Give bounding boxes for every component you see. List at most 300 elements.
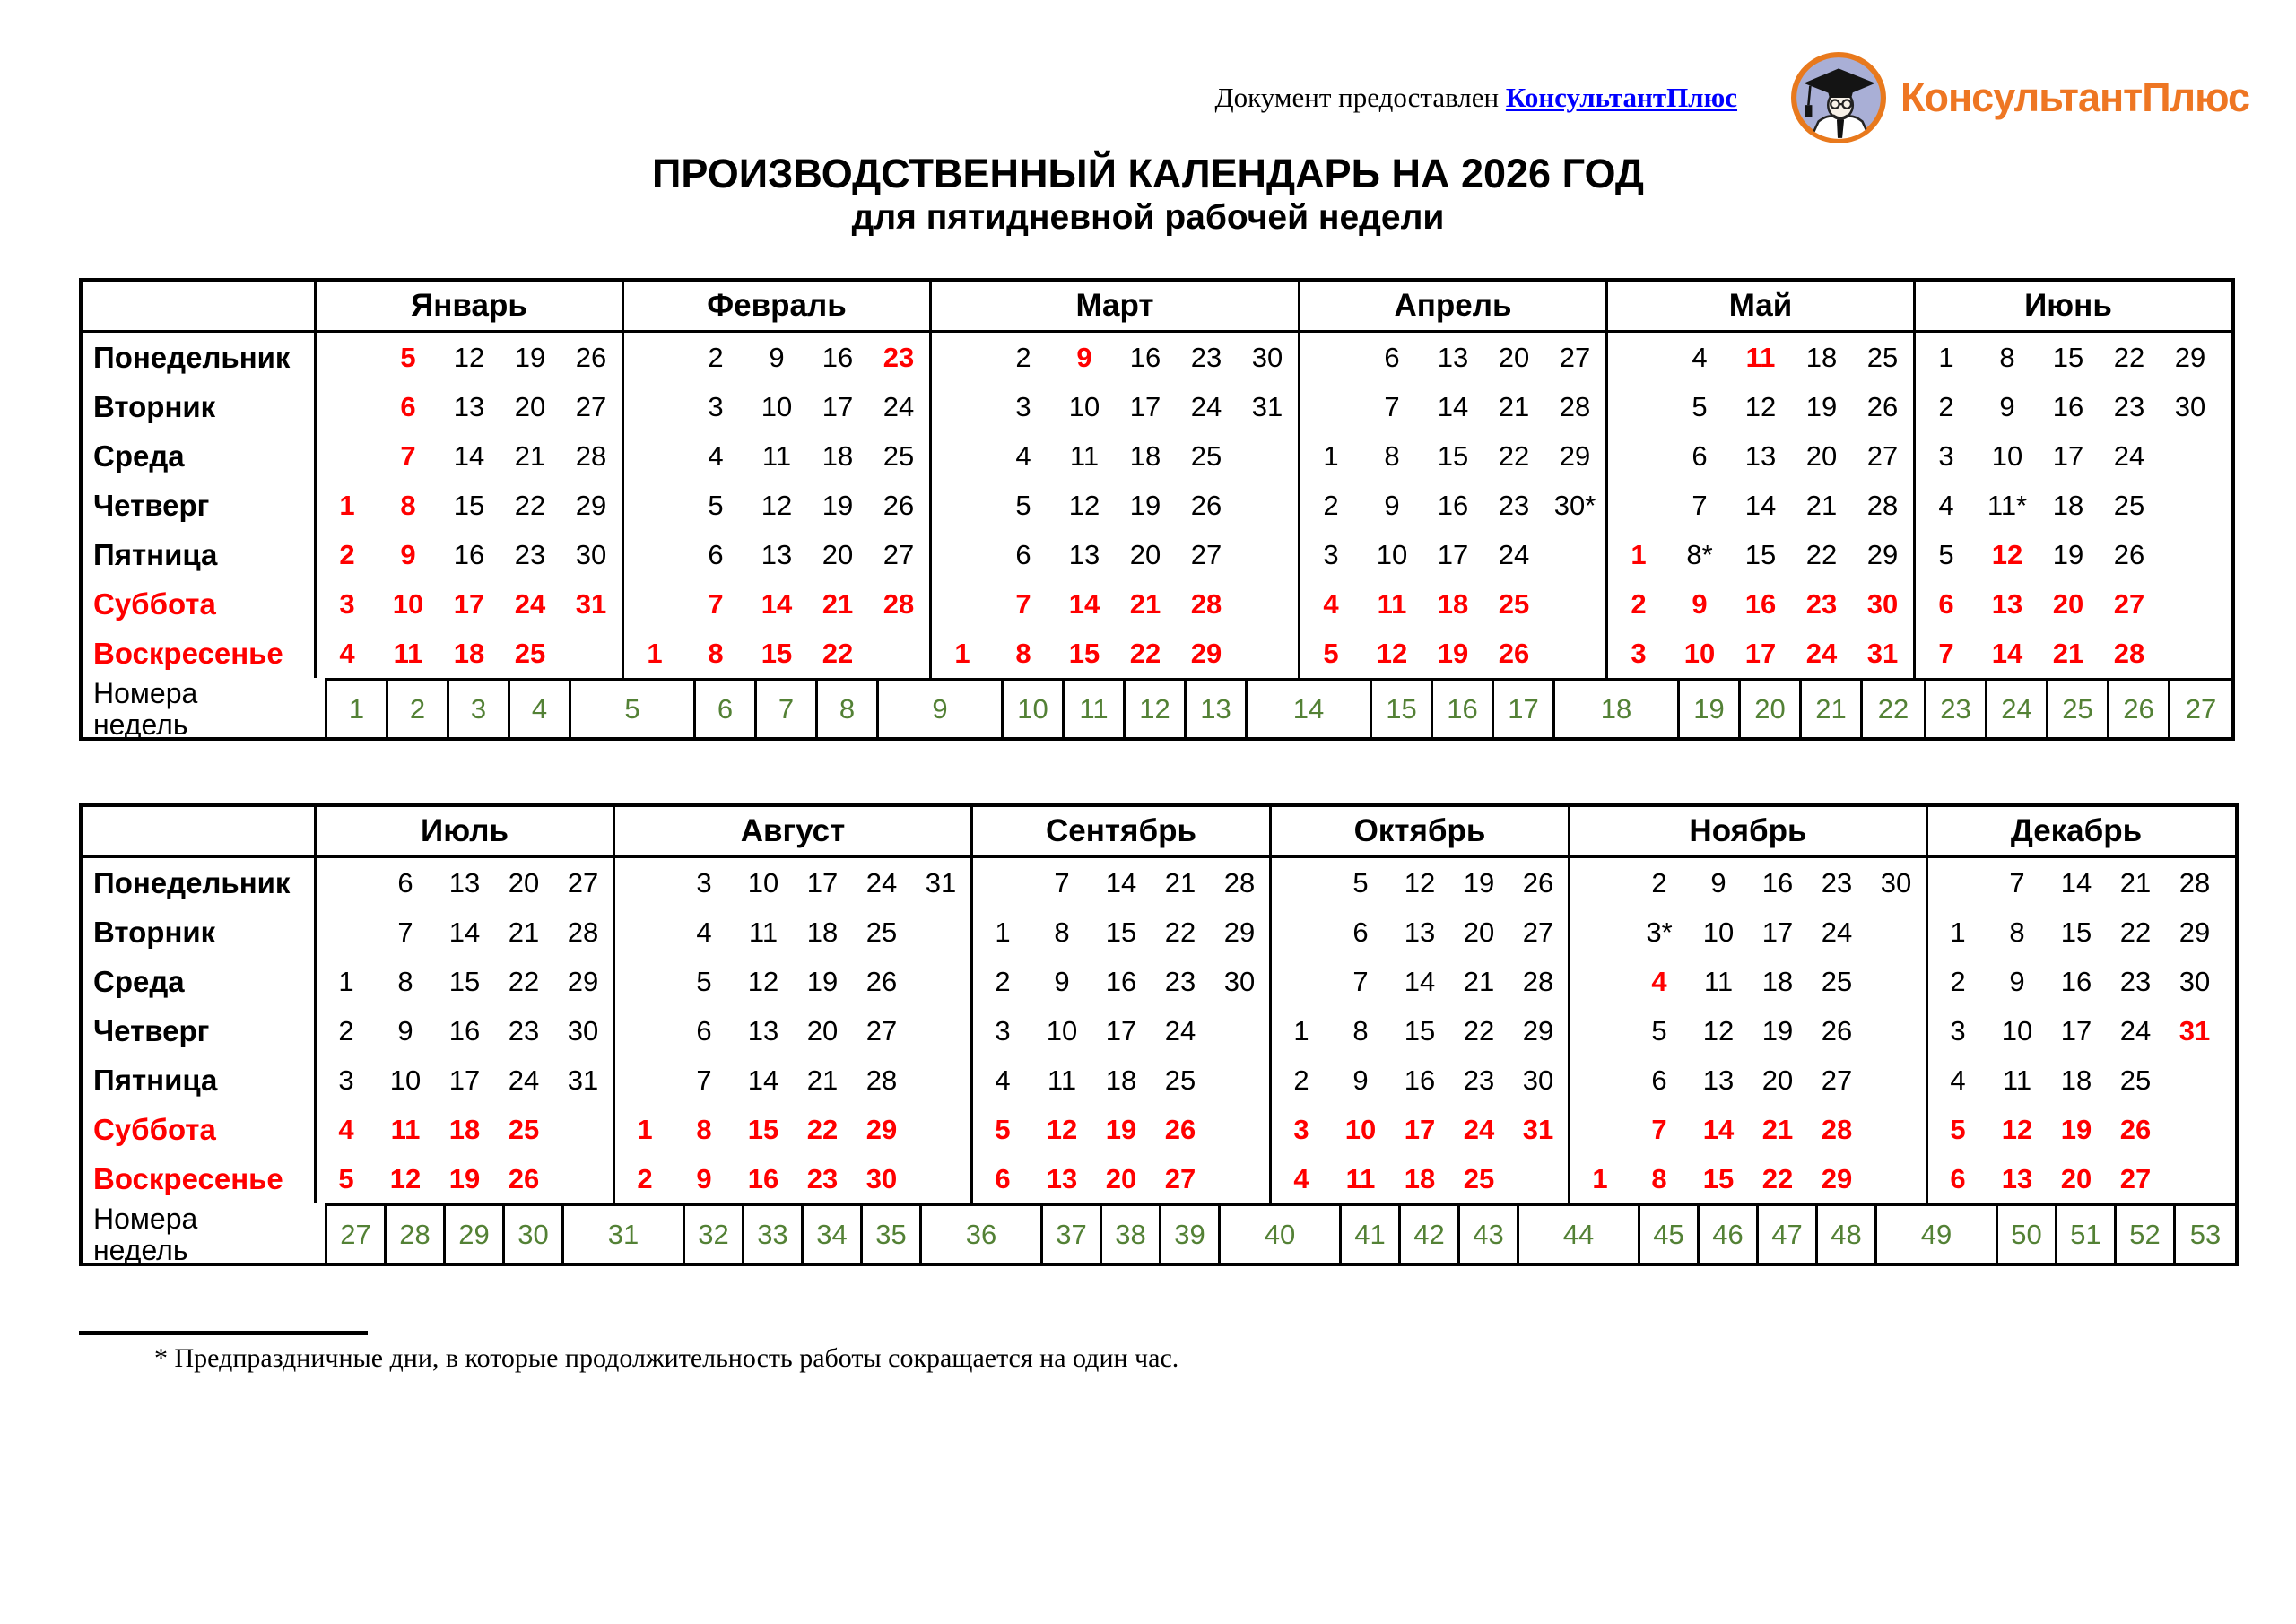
day-cell: 20: [508, 867, 540, 899]
weekday-row: [317, 629, 622, 678]
weekday-row: [1272, 1006, 1568, 1055]
weekday-row: [932, 333, 1298, 382]
weekday-row: [317, 858, 613, 908]
day-cell: [1866, 1154, 1926, 1203]
day-cell: 23: [2113, 391, 2145, 422]
day-cell: 25: [2113, 490, 2145, 521]
day-cell: 18: [1404, 1163, 1436, 1194]
day-cell: 13: [747, 1015, 779, 1046]
day-cell: 30: [1223, 966, 1256, 997]
week-number-cell: 9: [879, 678, 1004, 737]
day-cell: 28: [1821, 1114, 1853, 1145]
day-cell: 21: [514, 440, 546, 472]
weekday-row: [973, 1006, 1269, 1055]
calendar-body: [83, 333, 2231, 678]
day-cell: [1237, 579, 1298, 629]
day-cell: 5: [995, 1114, 1011, 1145]
month-header: Ноябрь: [1570, 807, 1928, 855]
week-number-cell: 21: [1802, 678, 1863, 737]
day-cell: 19: [822, 490, 854, 521]
day-cell: 24: [1805, 638, 1838, 669]
day-cell: 20: [1105, 1163, 1137, 1194]
week-number-cell: 32: [685, 1203, 744, 1263]
week-number-cell: 25: [2048, 678, 2109, 737]
day-cell: 6: [397, 867, 413, 899]
day-cell: 7: [1938, 638, 1954, 669]
day-cell: 3: [1323, 539, 1339, 570]
day-cell: 2: [1651, 867, 1667, 899]
day-cell: [624, 382, 685, 431]
day-cell: 27: [1522, 916, 1554, 948]
day-cell: 10: [1046, 1015, 1078, 1046]
day-cell: 26: [575, 342, 607, 373]
day-cell: 30: [2174, 391, 2206, 422]
day-label: Пятница: [93, 1064, 218, 1097]
day-cell: [932, 481, 993, 530]
day-cell: 11: [2002, 1064, 2032, 1096]
weekday-row: [1928, 1006, 2224, 1055]
week-numbers-label-line: Номера: [93, 677, 198, 709]
day-cell: 9: [1054, 966, 1070, 997]
day-cell: 30: [1866, 588, 1899, 620]
day-cell: 20: [806, 1015, 839, 1046]
day-cell: 18: [2052, 490, 2084, 521]
weekday-row: [1916, 333, 2221, 382]
weekday-row: [624, 481, 929, 530]
day-cell: [1866, 908, 1926, 957]
day-cell: [2165, 1055, 2224, 1105]
week-number-cell: 5: [571, 678, 696, 737]
weekday-row: [615, 858, 970, 908]
provided-by-text: [1215, 82, 1738, 114]
day-cell: [932, 333, 993, 382]
day-cell: 28: [883, 588, 915, 620]
day-cell: [1570, 908, 1630, 957]
day-cell: 1: [1323, 440, 1339, 472]
day-cell: [1570, 1105, 1630, 1154]
weekday-row: [973, 858, 1269, 908]
day-cell: 24: [1190, 391, 1222, 422]
week-number-cell: 53: [2176, 1203, 2235, 1263]
day-cell: 31: [1251, 391, 1283, 422]
day-cell: 11: [1345, 1163, 1376, 1194]
day-cell: 11: [748, 916, 778, 948]
day-cell: 25: [1866, 342, 1899, 373]
day-cell: 17: [806, 867, 839, 899]
day-cell: 11: [1069, 440, 1100, 472]
day-cell: 1: [338, 966, 354, 997]
day-cell: 15: [1437, 440, 1469, 472]
day-cell: 12: [2001, 1114, 2033, 1145]
day-cell: 10: [1068, 391, 1100, 422]
day-cell: [1237, 629, 1298, 678]
week-number-cell: 43: [1460, 1203, 1519, 1263]
day-cell: 21: [1805, 490, 1838, 521]
day-cell: [1237, 530, 1298, 579]
calendar-body: [83, 858, 2235, 1203]
day-cell: 31: [1866, 638, 1899, 669]
weekday-row: [1928, 858, 2224, 908]
day-cell: 12: [1744, 391, 1777, 422]
week-number-cell: 46: [1700, 1203, 1759, 1263]
week-number-cell: 35: [863, 1203, 922, 1263]
day-cell: 23: [883, 342, 915, 373]
day-cell: 1: [1631, 539, 1647, 570]
weekday-row: [1272, 1105, 1568, 1154]
day-cell: 14: [2060, 867, 2092, 899]
day-cell: 15: [761, 638, 793, 669]
day-cell: [2165, 1105, 2224, 1154]
day-cell: 23: [2119, 966, 2152, 997]
day-cell: 25: [883, 440, 915, 472]
day-cell: [1544, 579, 1605, 629]
day-cell: 14: [747, 1064, 779, 1096]
consultant-plus-link[interactable]: КонсультантПлюс: [1505, 82, 1738, 113]
day-cell: 4: [1950, 1064, 1966, 1096]
day-cell: 27: [567, 867, 599, 899]
day-cell: 22: [1761, 1163, 1794, 1194]
week-number-cell: 44: [1519, 1203, 1640, 1263]
calendar-table-first-half: [79, 278, 2235, 741]
week-number-cell: 2: [388, 678, 449, 737]
day-cell: 21: [806, 1064, 839, 1096]
calendar-header-row: [83, 807, 2235, 858]
week-number-cell: 23: [1926, 678, 1987, 737]
day-cell: 9: [1384, 490, 1400, 521]
day-cell: 4: [708, 440, 724, 472]
weekday-row: [615, 957, 970, 1006]
day-cell: 22: [2119, 916, 2152, 948]
logo-wordmark-text: КонсультантПлюс: [1900, 74, 2249, 120]
weekday-row: [317, 382, 622, 431]
day-cell: 5: [1352, 867, 1369, 899]
weekday-row: [1916, 382, 2221, 431]
day-cell: 21: [1164, 867, 1196, 899]
weekday-row: [615, 1055, 970, 1105]
day-cell: 16: [747, 1163, 779, 1194]
day-cell: 31: [2179, 1015, 2211, 1046]
day-cell: 22: [2113, 342, 2145, 373]
day-cell: 28: [1223, 867, 1256, 899]
week-number-cell: 11: [1065, 678, 1126, 737]
day-cell: 25: [2119, 1064, 2152, 1096]
day-cell: [624, 431, 685, 481]
day-cell: 3: [338, 1064, 354, 1096]
weekday-row: [1300, 579, 1605, 629]
month-block: [624, 333, 932, 678]
day-cell: 3*: [1646, 916, 1673, 948]
day-cell: 10: [1991, 440, 2023, 472]
page-title: [0, 151, 2296, 239]
day-cell: 26: [2119, 1114, 2152, 1145]
day-cell: 9: [769, 342, 785, 373]
day-cell: 27: [1866, 440, 1899, 472]
week-number-cell: 33: [744, 1203, 804, 1263]
day-cell: 5: [338, 1163, 354, 1194]
day-cell: 24: [514, 588, 546, 620]
month-header: Март: [932, 282, 1300, 330]
day-cell: 5: [1950, 1114, 1966, 1145]
day-cell: 3: [1293, 1114, 1309, 1145]
day-cell: 2: [995, 966, 1011, 997]
weekday-row: [1570, 858, 1926, 908]
day-cell: [615, 858, 674, 908]
day-cell: 31: [567, 1064, 599, 1096]
day-cell: 20: [1129, 539, 1161, 570]
weekday-row: [932, 431, 1298, 481]
week-number-cell: 15: [1372, 678, 1433, 737]
month-header: Сентябрь: [973, 807, 1272, 855]
weekday-row: [1300, 629, 1605, 678]
day-cell: 29: [1821, 1163, 1853, 1194]
day-cell: 14: [1068, 588, 1100, 620]
day-cell: 7: [2009, 867, 2025, 899]
week-number-cell: 38: [1102, 1203, 1161, 1263]
week-number-cell: 3: [449, 678, 510, 737]
weekday-row: [1570, 1006, 1926, 1055]
day-cell: 23: [1498, 490, 1530, 521]
day-cell: [1300, 333, 1361, 382]
day-cell: [2160, 579, 2221, 629]
weekday-row: [1608, 382, 1913, 431]
day-cell: 30: [1880, 867, 1912, 899]
week-number-cell: 13: [1187, 678, 1248, 737]
week-numbers-label-line: недель: [93, 708, 188, 741]
day-cell: 9: [2009, 966, 2025, 997]
day-cell: 17: [1744, 638, 1777, 669]
day-cell: 13: [1991, 588, 2023, 620]
day-cell: [553, 1105, 613, 1154]
day-cell: 14: [453, 440, 485, 472]
day-cell: 10: [1376, 539, 1408, 570]
day-cell: 12: [453, 342, 485, 373]
day-label: Понедельник: [93, 866, 291, 899]
week-number-cell: 30: [505, 1203, 564, 1263]
day-cell: 28: [2179, 867, 2211, 899]
weekday-row: [317, 1154, 613, 1203]
day-cell: 15: [747, 1114, 779, 1145]
day-cell: 23: [508, 1015, 540, 1046]
day-cell: 4: [1293, 1163, 1309, 1194]
day-cell: 3: [1015, 391, 1031, 422]
day-cell: [1272, 908, 1331, 957]
day-cell: 28: [1559, 391, 1591, 422]
day-cell: 25: [1190, 440, 1222, 472]
day-cell: 19: [806, 966, 839, 997]
weekday-row: [624, 530, 929, 579]
day-cell: [1210, 1105, 1269, 1154]
month-block: [1272, 858, 1570, 1203]
day-cell: 18: [806, 916, 839, 948]
day-cell: 28: [1190, 588, 1222, 620]
day-cell: [973, 858, 1032, 908]
week-numbers-label: [83, 677, 327, 741]
weekday-row: [615, 1006, 970, 1055]
day-cell: 21: [508, 916, 540, 948]
day-cell: 12: [1068, 490, 1100, 521]
week-number-cell: 50: [1998, 1203, 2057, 1263]
day-cell: [1570, 1055, 1630, 1105]
day-cell: [615, 1055, 674, 1105]
day-cell: 19: [1463, 867, 1495, 899]
day-cell: 16: [1744, 588, 1777, 620]
day-cell: [932, 579, 993, 629]
day-cell: 25: [1821, 966, 1853, 997]
day-cell: 4: [1938, 490, 1954, 521]
day-cell: 17: [1761, 916, 1794, 948]
day-cell: 25: [865, 916, 898, 948]
weekday-row: [1928, 908, 2224, 957]
weekday-row: [1928, 957, 2224, 1006]
day-cell: [1866, 1105, 1926, 1154]
day-cell: 10: [1344, 1114, 1377, 1145]
day-cell: 15: [1744, 539, 1777, 570]
day-cell: 16: [2060, 966, 2092, 997]
day-cell: 7: [696, 1064, 712, 1096]
day-cell: [911, 1105, 970, 1154]
day-cell: 4: [995, 1064, 1011, 1096]
day-label: Суббота: [93, 1113, 216, 1146]
day-cell: 3: [1631, 638, 1647, 669]
day-cell: 30: [567, 1015, 599, 1046]
day-label: Суббота: [93, 587, 216, 621]
day-cell: 24: [1164, 1015, 1196, 1046]
day-cell: 27: [2113, 588, 2145, 620]
day-cell: 24: [2119, 1015, 2152, 1046]
weekday-row: [973, 957, 1269, 1006]
day-cell: 8*: [1686, 539, 1713, 570]
day-cell: 18: [453, 638, 485, 669]
day-cell: 27: [865, 1015, 898, 1046]
day-cell: 14: [1702, 1114, 1735, 1145]
day-cell: 30: [2179, 966, 2211, 997]
day-cell: 18: [1129, 440, 1161, 472]
week-numbers-label-line: недель: [93, 1234, 188, 1266]
day-cell: 8: [400, 490, 416, 521]
day-cell: 16: [822, 342, 854, 373]
day-cell: 12: [1046, 1114, 1078, 1145]
day-cell: 29: [575, 490, 607, 521]
day-cell: 18: [1105, 1064, 1137, 1096]
week-number-cell: 18: [1555, 678, 1680, 737]
weekday-row: [317, 1105, 613, 1154]
day-cell: 20: [2060, 1163, 2092, 1194]
month-block: [932, 333, 1300, 678]
day-cell: 27: [1821, 1064, 1853, 1096]
day-cell: [615, 957, 674, 1006]
day-cell: 13: [1068, 539, 1100, 570]
month-block: [317, 333, 624, 678]
day-cell: 27: [1164, 1163, 1196, 1194]
day-cell: 27: [883, 539, 915, 570]
week-numbers-label: [83, 1203, 327, 1266]
weekday-row: [1916, 481, 2221, 530]
day-cell: [1210, 1006, 1269, 1055]
month-block: [1570, 858, 1928, 1203]
weekday-row: [624, 579, 929, 629]
day-cell: 8: [1651, 1163, 1667, 1194]
weekday-row: [317, 579, 622, 629]
month-header: Июнь: [2024, 288, 2112, 323]
weekday-row: [1608, 579, 1913, 629]
day-cell: 4: [338, 1114, 354, 1145]
day-cell: 15: [1068, 638, 1100, 669]
day-cell: 26: [508, 1163, 540, 1194]
day-cell: 10: [389, 1064, 422, 1096]
day-label: Вторник: [93, 916, 216, 949]
day-cell: 2: [1631, 588, 1647, 620]
day-cell: 1: [339, 490, 355, 521]
week-number-cell: 40: [1221, 1203, 1342, 1263]
month-block: [1916, 333, 2221, 678]
day-cell: 17: [1129, 391, 1161, 422]
week-number-cell: 48: [1818, 1203, 1877, 1263]
day-cell: 26: [1164, 1114, 1196, 1145]
day-cell: 2: [1938, 391, 1954, 422]
weekday-row: [317, 1055, 613, 1105]
day-cell: 6: [1015, 539, 1031, 570]
weekday-row: [1608, 530, 1913, 579]
day-cell: 2: [339, 539, 355, 570]
day-cell: 17: [453, 588, 485, 620]
day-cell: 13: [453, 391, 485, 422]
day-cell: 27: [2119, 1163, 2152, 1194]
month-block: [615, 858, 973, 1203]
day-cell: 11*: [1987, 490, 2028, 521]
day-cell: 19: [1805, 391, 1838, 422]
weekday-row: [624, 629, 929, 678]
day-cell: 14: [448, 916, 481, 948]
week-number-cell: 10: [1004, 678, 1065, 737]
day-cell: 28: [1866, 490, 1899, 521]
day-cell: 14: [1744, 490, 1777, 521]
day-cell: [1544, 530, 1605, 579]
month-block: [1928, 858, 2224, 1203]
day-cell: 16: [448, 1015, 481, 1046]
day-cell: 2: [637, 1163, 653, 1194]
weekday-row: [615, 1105, 970, 1154]
day-cell: 8: [397, 966, 413, 997]
day-cell: [932, 530, 993, 579]
day-label: Четверг: [93, 1014, 210, 1047]
day-cell: 1: [647, 638, 663, 669]
day-cell: 30: [1251, 342, 1283, 373]
day-label: Вторник: [93, 390, 216, 423]
weekday-row: [932, 579, 1298, 629]
day-cell: 29: [2179, 916, 2211, 948]
day-cell: 21: [1463, 966, 1495, 997]
day-cell: 3: [696, 867, 712, 899]
day-cell: 6: [708, 539, 724, 570]
day-cell: 7: [708, 588, 724, 620]
day-label: Воскресенье: [93, 637, 283, 670]
week-number-cell: 41: [1342, 1203, 1401, 1263]
week-number-cell: 37: [1043, 1203, 1102, 1263]
week-number-cell: 27: [2170, 678, 2231, 737]
day-cell: 2: [1293, 1064, 1309, 1096]
weekday-row: [973, 1105, 1269, 1154]
day-cell: 8: [1054, 916, 1070, 948]
day-cell: 25: [1463, 1163, 1495, 1194]
day-cell: 24: [1498, 539, 1530, 570]
day-cell: 11: [761, 440, 792, 472]
day-cell: 21: [1761, 1114, 1794, 1145]
day-cell: 6: [1651, 1064, 1667, 1096]
day-cell: 9: [1352, 1064, 1369, 1096]
day-cell: 22: [1129, 638, 1161, 669]
day-cell: 8: [708, 638, 724, 669]
day-cell: 17: [448, 1064, 481, 1096]
